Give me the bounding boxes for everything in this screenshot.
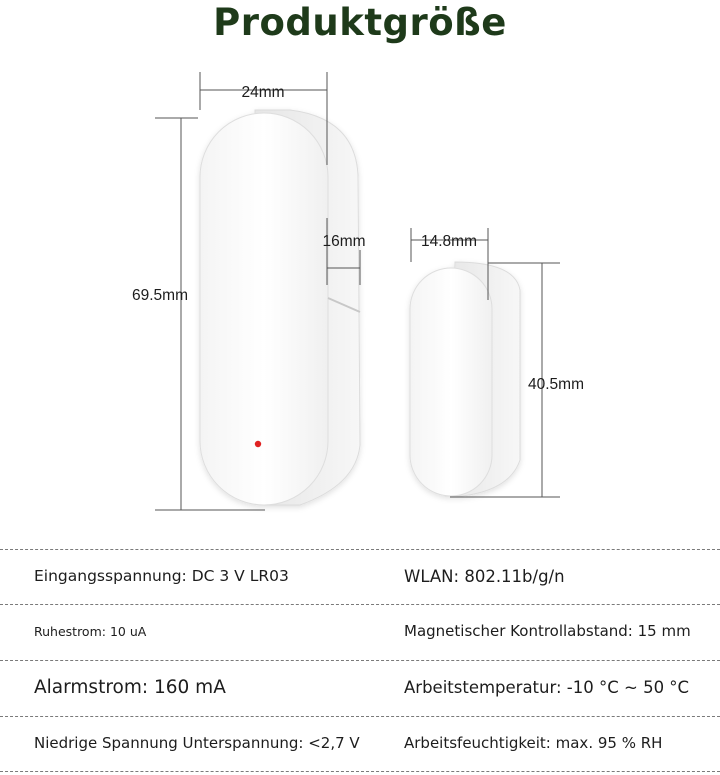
indicator-led-icon	[255, 441, 261, 447]
dim-small-height: 40.5mm	[528, 376, 584, 393]
spec-working-temperature: Arbeitstemperatur: -10 °C ~ 50 °C	[404, 677, 690, 697]
dim-large-width: 24mm	[241, 84, 285, 101]
spec-input-voltage: Eingangsspannung: DC 3 V LR03	[34, 567, 289, 585]
spec-magnetic-distance: Magnetischer Kontrollabstand: 15 mm	[404, 622, 691, 640]
divider	[0, 771, 720, 772]
dim-large-depth: 16mm	[322, 233, 366, 250]
spec-low-voltage: Niedrige Spannung Unterspannung: <2,7 V	[34, 734, 360, 752]
spec-wlan: WLAN: 802.11b/g/n	[404, 566, 565, 586]
spec-standby-current: Ruhestrom: 10 uA	[34, 623, 147, 639]
dim-small-width: 14.8mm	[421, 233, 477, 250]
sensor-magnet-unit	[410, 262, 520, 496]
sensor-main-unit	[200, 110, 360, 505]
spec-working-humidity: Arbeitsfeuchtigkeit: max. 95 % RH	[404, 734, 663, 752]
page-title: Produktgröße	[213, 1, 507, 44]
spec-alarm-current: Alarmstrom: 160 mA	[34, 676, 226, 698]
dim-large-height: 69.5mm	[132, 287, 188, 304]
